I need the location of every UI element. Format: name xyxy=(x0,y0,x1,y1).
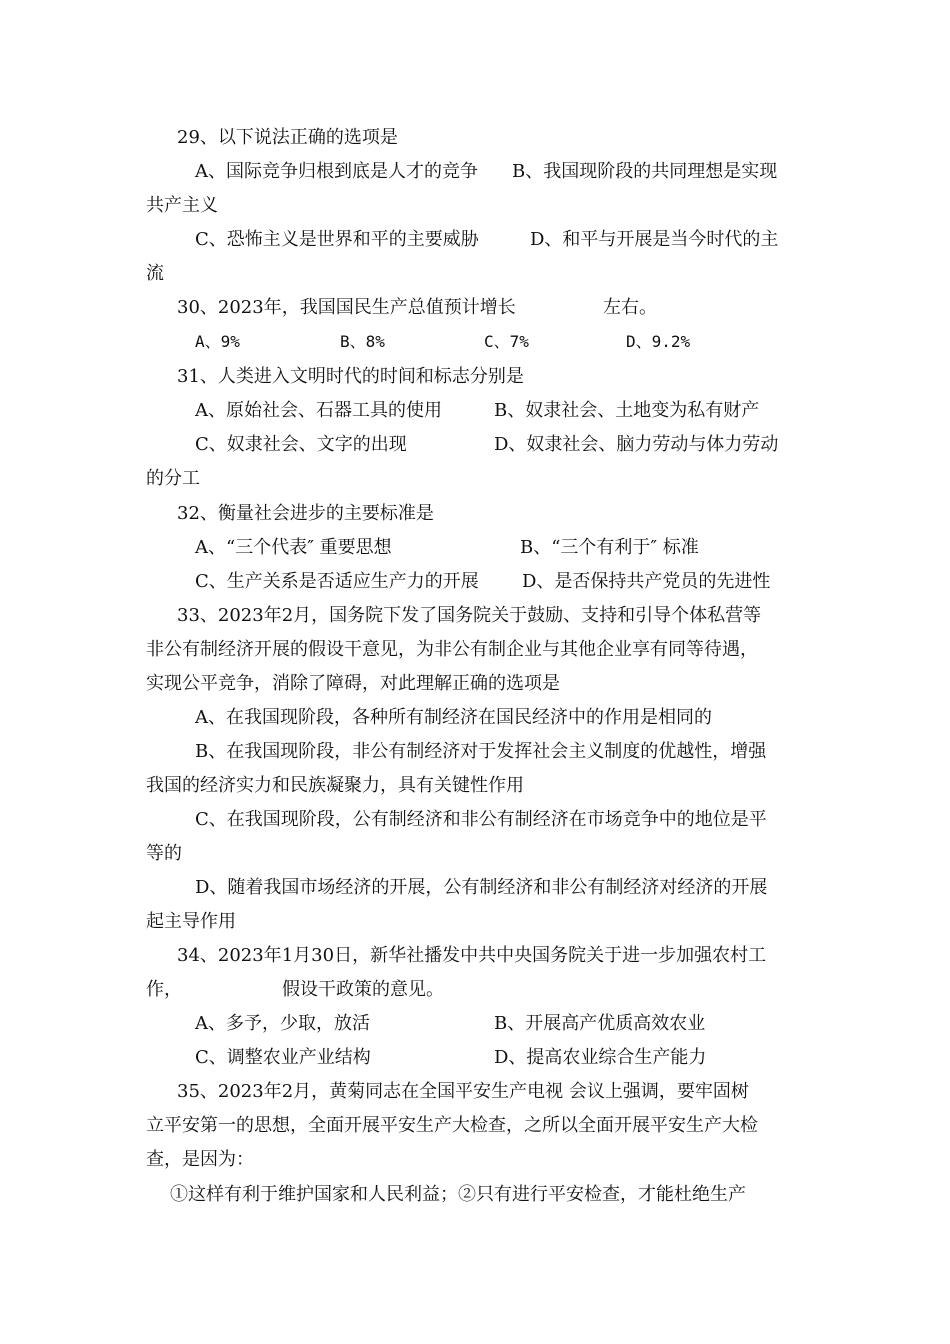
q34-option-c: C、调整农业产业结构 xyxy=(195,1047,371,1068)
q32-option-b: B、“三个有利于″ 标准 xyxy=(520,537,699,558)
q35-stem: 35、2023年2月，黄菊同志在全国平安生产电视 会议上强调，要牢固树 xyxy=(177,1081,749,1102)
q33-option-d: D、随着我国市场经济的开展，公有制经济和非公有制经济对经济的开展 xyxy=(195,877,768,898)
q33-option-c: C、在我国现阶段，公有制经济和非公有制经济在市场竞争中的地位是平 xyxy=(195,809,767,830)
q34-stem: 34、2023年1月30日，新华社播发中共中央国务院关于进一步加强农村工 xyxy=(177,945,767,966)
q31-option-a: A、原始社会、石器工具的使用 xyxy=(195,400,442,421)
q33-option-d-cont: 起主导作用 xyxy=(146,911,236,932)
q30-stem-end: 左右。 xyxy=(603,297,657,318)
q30-stem: 30、2023年，我国国民生产总值预计增长 xyxy=(177,297,516,318)
q29-option-b: B、我国现阶段的共同理想是实现 xyxy=(512,161,778,182)
q35-stem-cont-1: 立平安第一的思想，全面开展平安生产大检查，之所以全面开展平安生产大检 xyxy=(146,1115,758,1136)
q33-option-b-cont: 我国的经济实力和民族凝聚力，具有关键性作用 xyxy=(146,775,524,796)
q33-stem-cont-1: 非公有制经济开展的假设干意见，为非公有制企业与其他企业享有同等待遇， xyxy=(146,639,758,660)
q33-stem: 33、2023年2月，国务院下发了国务院关于鼓励、支持和引导个体私营等 xyxy=(177,605,762,626)
q32-option-a: A、“三个代表″ 重要思想 xyxy=(195,537,392,558)
q34-option-d: D、提高农业综合生产能力 xyxy=(494,1047,707,1068)
q29-option-b-cont: 共产主义 xyxy=(146,195,218,216)
q33-option-c-cont: 等的 xyxy=(146,843,182,864)
q33-option-b: B、在我国现阶段，非公有制经济对于发挥社会主义制度的优越性，增强 xyxy=(195,741,767,762)
q34-option-b: B、开展高产优质高效农业 xyxy=(494,1013,706,1034)
q31-stem: 31、人类进入文明时代的时间和标志分别是 xyxy=(177,366,524,387)
q30-option-c: C、7% xyxy=(484,332,529,351)
q32-option-d: D、是否保持共产党员的先进性 xyxy=(522,571,771,592)
q31-option-b: B、奴隶社会、土地变为私有财产 xyxy=(494,400,760,421)
q32-stem: 32、衡量社会进步的主要标准是 xyxy=(177,503,434,524)
q29-option-a: A、国际竞争归根到底是人才的竞争 xyxy=(195,161,478,182)
q34-stem-cont: 作， xyxy=(146,979,182,1000)
q33-stem-cont-2: 实现公平竞争，消除了障碍，对此理解正确的选项是 xyxy=(146,673,560,694)
q31-option-d-cont: 的分工 xyxy=(146,468,200,489)
q29-option-d: D、和平与开展是当今时代的主 xyxy=(530,229,779,250)
q29-option-c: C、恐怖主义是世界和平的主要威胁 xyxy=(195,229,479,250)
q35-item-1: ①这样有利于维护国家和人民利益；②只有进行平安检查，才能杜绝生产 xyxy=(170,1184,746,1205)
q29-stem: 29、以下说法正确的选项是 xyxy=(177,127,398,148)
q32-option-c: C、生产关系是否适应生产力的开展 xyxy=(195,571,479,592)
q34-stem-cont-end: 假设干政策的意见。 xyxy=(282,979,444,1000)
q30-option-b: B、8% xyxy=(340,332,385,351)
q30-option-d: D、9.2% xyxy=(626,332,691,351)
q33-option-a: A、在我国现阶段，各种所有制经济在国民经济中的作用是相同的 xyxy=(195,707,712,728)
q31-option-c: C、奴隶社会、文字的出现 xyxy=(195,434,407,455)
q30-option-a: A、9% xyxy=(195,332,240,351)
q34-option-a: A、多予，少取，放活 xyxy=(195,1013,370,1034)
q31-option-d: D、奴隶社会、脑力劳动与体力劳动 xyxy=(494,434,779,455)
q35-stem-cont-2: 查，是因为： xyxy=(146,1149,254,1170)
q29-option-d-cont: 流 xyxy=(146,263,164,284)
